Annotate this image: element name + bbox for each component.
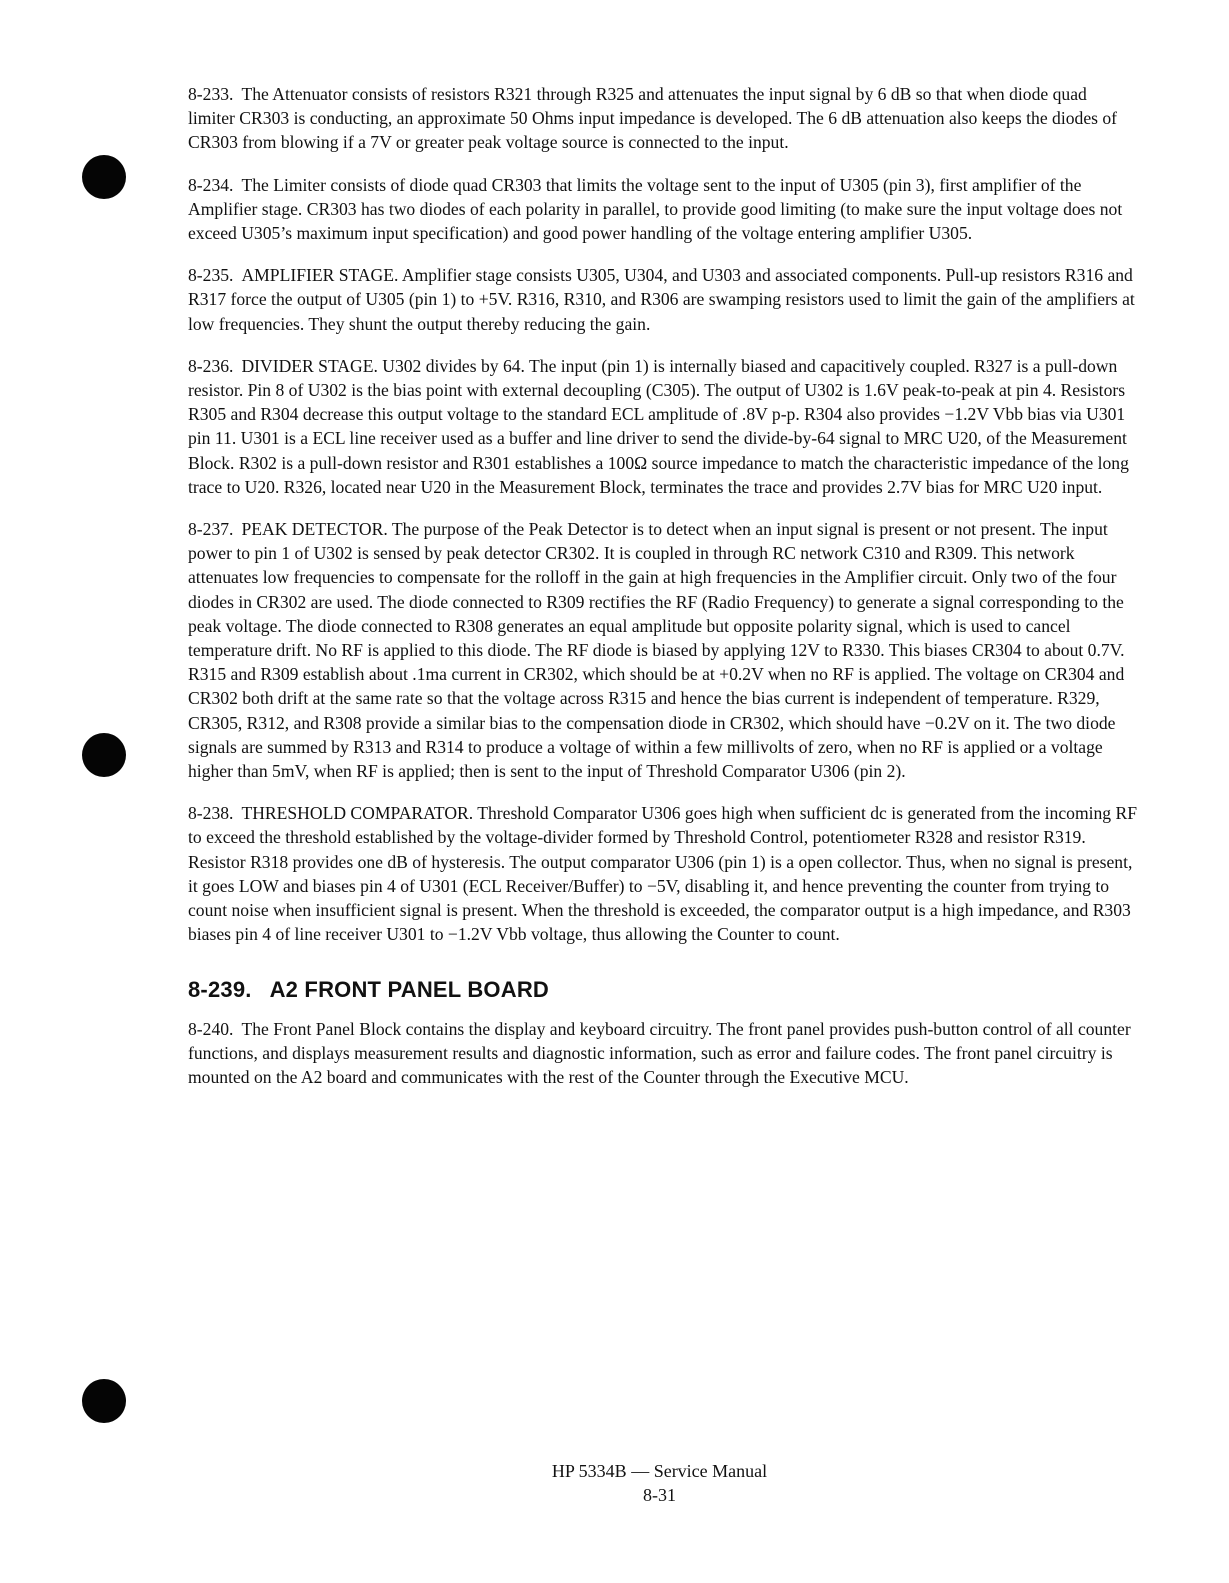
paragraph-text: The Attenuator consists of resistors R321 through R325 and attenuates the input signal by 6 dB so that when diode quad limiter CR303 is conducting, an approximate 50 Ohms input impedance is developed. The 6 dB attenuation also keeps the diodes of CR303 from blowing if a 7V or greater peak voltage source is connected to the input. [188,84,1118,153]
paragraph-8-235 [188,263,1138,336]
paragraph-text: THRESHOLD COMPARATOR. Threshold Comparator U306 goes high when sufficient dc is generated from the incoming RF to exceed the threshold established by the voltage-divider formed by Threshold Control, potentiometer R328 and resistor R319. Resistor R318 provides one dB of hysteresis. The output comparator U306 (pin 1) is a open collector. Thus, when no signal is present, it goes LOW and biases pin 4 of U301 (ECL Receiver/Buffer) to −5V, disabling it, and hence preventing the counter from trying to count noise when insufficient signal is present. When the threshold is exceeded, the comparator output is a high impedance, and R303 biases pin 4 of line receiver U301 to −1.2V Vbb voltage, thus allowing the Counter to count. [188,803,1138,945]
paragraph-8-234 [188,173,1138,246]
paragraph-text: AMPLIFIER STAGE. Amplifier stage consists U305, U304, and U303 and associated components. Pull-up resistors R316 and R317 force the output of U305 (pin 1) to +5V. R316, R310, and R306 are swamping resistors used to limit the gain of the amplifiers at low frequencies. They shunt the output thereby reducing the gain. [188,265,1135,334]
page-number: 8-31 [643,1485,676,1505]
section-number: 8-239. [188,976,252,1002]
paragraph-text: The Front Panel Block contains the display and keyboard circuitry. The front panel provides push-button control of all counter functions, and displays measurement results and diagnostic information, such as error and failure codes. The front panel circuitry is mounted on the A2 board and communicates with the rest of the Counter through the Executive MCU. [188,1018,1131,1087]
footer-title: HP 5334B — Service Manual [551,1461,768,1481]
paragraph-number: 8-236. [188,355,234,376]
paragraph-text: The Limiter consists of diode quad CR303 that limits the voltage sent to the input of U305 (pin 3), first amplifier of the Amplifier stage. CR303 has two diodes of each polarity in parallel, to provide good limiting (to make sure the input voltage does not exceed U305’s maximum input specification) and good power handling of the voltage entering amplifier U305. [188,174,1123,244]
paragraph-number: 8-237. [188,519,234,540]
page-footer [0,1459,1229,1507]
paragraph-number: 8-234. [188,174,234,195]
binder-hole [82,733,126,777]
paragraph-text: DIVIDER STAGE. U302 divides by 64. The input (pin 1) is internally biased and capacitively coupled. R327 is a pull-down resistor. Pin 8 of U302 is the bias point with external decoupling (C305). The output of U302 is 1.6V peak-to-peak at pin 4. Resistors R305 and R304 decrease this output voltage to the standard ECL amplitude of .8V p-p. R304 also provides −1.2V Vbb bias via U301 pin 11. U301 is a ECL line receiver used as a buffer and line driver to send the divide-by-64 signal to MRC U20, of the Measurement Block. R302 is a pull-down resistor and R301 establishes a 100Ω source impedance to match the characteristic impedance of the long trace to U20. R326, located near U20 in the Measurement Block, terminates the trace and provides 2.7V bias for MRC U20 input. [188,355,1129,497]
paragraph-8-236 [188,354,1138,499]
paragraph-8-237 [188,517,1138,783]
section-title: A2 FRONT PANEL BOARD [269,976,550,1002]
paragraph-number: 8-235. [188,265,234,286]
paragraph-8-233 [188,82,1138,155]
paragraph-number: 8-238. [188,803,234,824]
section-heading [188,977,1138,1003]
paragraph-8-238 [188,801,1138,946]
paragraph-number: 8-233. [188,84,234,104]
page-body [188,82,1138,1107]
binder-hole [82,1379,126,1423]
paragraph-8-240 [188,1017,1138,1090]
paragraph-number: 8-240. [188,1018,234,1039]
binder-hole [82,155,126,199]
paragraph-text: PEAK DETECTOR. The purpose of the Peak Detector is to detect when an input signal is present or not present. The input power to pin 1 of U302 is sensed by peak detector CR302. It is coupled in through RC network C310 and R309. This network attenuates low frequencies to compensate for the rolloff in the gain at high frequencies in the Amplifier circuit. Only two of the four diodes in CR302 are used. The diode connected to R309 rectifies the RF (Radio Frequency) to generate a signal corresponding to the peak voltage. The diode connected to R308 generates an equal amplitude but opposite polarity signal, which is used to cancel temperature drift. No RF is applied to this diode. The RF diode is biased by applying 12V to R330. This biases CR304 to about 0.7V. R315 and R309 establish about .1ma current in CR302, which should be at +0.2V when no RF is applied. The voltage on CR304 and CR302 both drift at the same rate so that the voltage across R315 and hence the bias current is independent of temperature. R329, CR305, R312, and R308 provide a similar bias to the compensation diode in CR302, which should have −0.2V on it. The two diode signals are summed by R313 and R314 to produce a voltage of within a few millivolts of zero, when no RF is applied or a voltage higher than 5mV, when RF is applied; then is sent to the input of Threshold Comparator U306 (pin 2). [188,519,1125,782]
